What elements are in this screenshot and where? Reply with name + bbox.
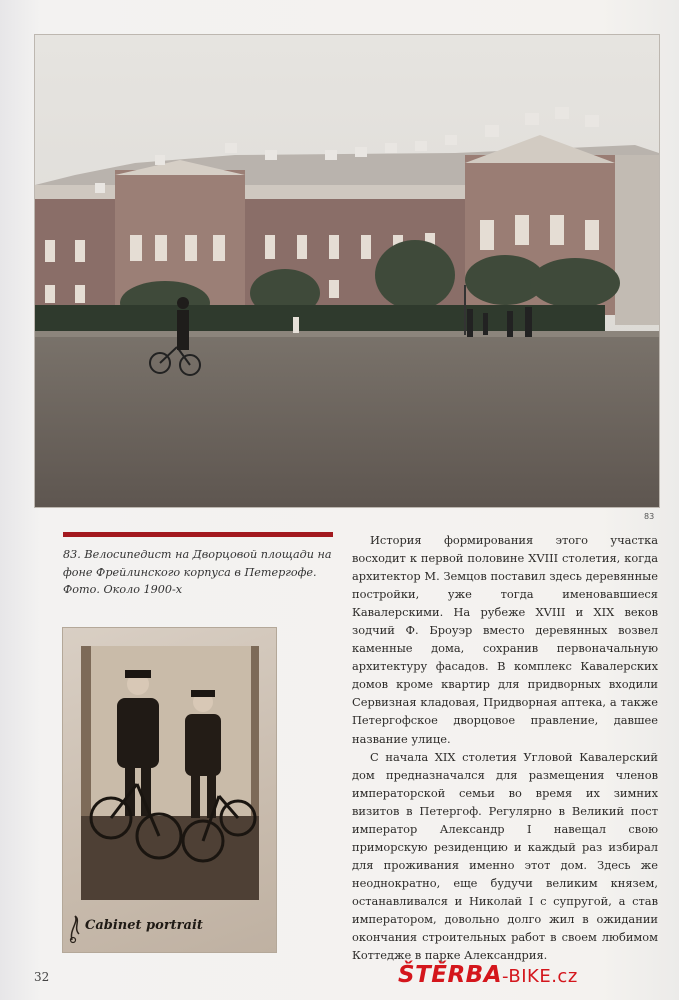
cabinet-portrait-photo <box>81 646 259 900</box>
photo-caption: 83. Велосипедист на Дворцовой площади на фоне Фрейлинского корпуса в Петергофе. Фото. Около 1900-х <box>63 548 332 596</box>
watermark-part2: -BIKE.cz <box>502 966 578 987</box>
article-text <box>352 531 658 964</box>
paragraph: С начала XIX столетия Угловой Кавалерский дом предназначался для размещения членов императорской семьи во время их зимних визитов в Петергоф. Регулярно в Великий пост император Александр I навещал свою приморскую резиденцию и каждый раз избирал для проживания именно этот дом. Здесь же неоднократно, еще будучи великим князем, останавливался и Николай I с супругой, а став императором, довольно долго жил в ожидании окончания строительных работ в своем любимом Коттедже в парке Александрия. <box>352 749 658 963</box>
photo-number: 83 <box>644 512 655 521</box>
watermark-logo <box>398 962 578 988</box>
caption-rule <box>63 532 333 537</box>
palace-photo-drawing <box>35 35 659 507</box>
watermark-part1: ŠTĚRBA <box>398 962 503 988</box>
palace-photo <box>34 34 660 508</box>
cabinet-portrait-label: Cabinet portrait <box>85 918 203 933</box>
page-number: 32 <box>34 970 50 984</box>
two-cyclists-drawing <box>81 646 259 900</box>
paragraph: История формирования этого участка восходит к первой половине XVIII столетия, когда архитектор М. Земцов поставил здесь деревянные постройки, уже тогда именовавшиеся Кавалерскими. На рубеже XVIII и XIX веков зодчий Ф. Броуэр вместо деревянных возвел каменные дома, сохранив первоначальную архитектуру фасадов. В комплекс Кавалерских домов кроме квартир для придворных входили Сервизная кладовая, Придворная аптека, а также Петергофское дворцовое правление, давшее название улице. <box>352 533 658 746</box>
cabinet-portrait-card <box>63 628 276 952</box>
